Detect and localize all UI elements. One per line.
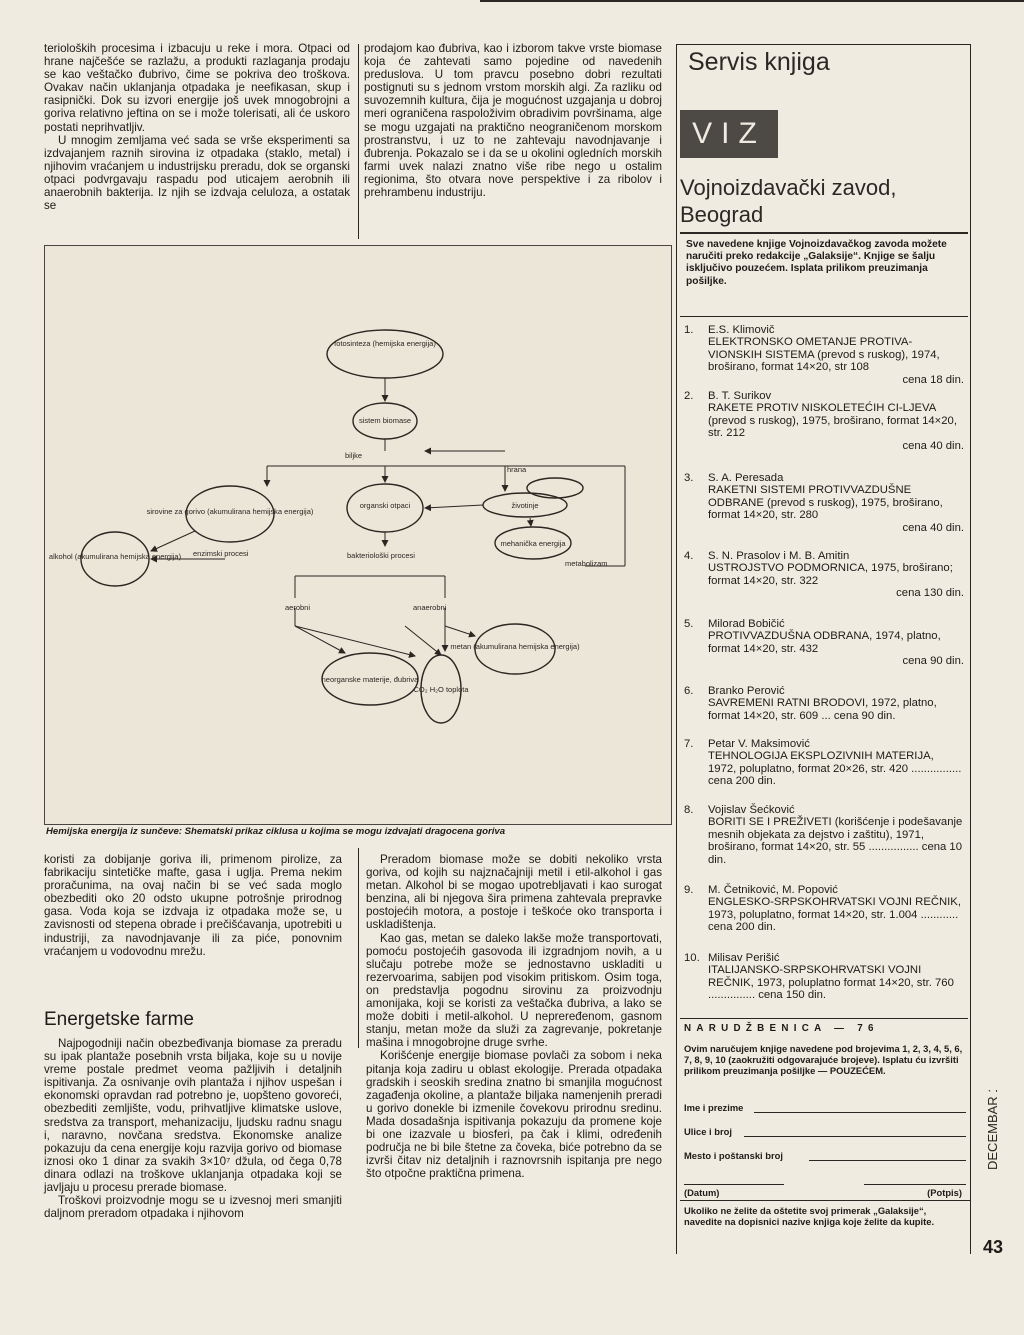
sidebar-divider [680, 316, 968, 317]
middle-top-column [364, 42, 662, 199]
paragraph: Korišćenje energije biomase povlači za sobom i neka pitanja koja zadiru u oblast ekologije. Prerada otpadaka gradskih i seoskih sredina znatno bi smanjila mogućnost zagađenja okoline, a plantaže biljaka namenjenih preradi u gorivo donekle bi izmenile čovekovu prirodnu sredinu. Mada dosadašnja ispitivanja pokazuju da promene koje bi one izazvale u biosferi, pa čak i klimi, određenih područja ne bi bile štetne za čoveka, biće potrebno da se izvrši čitav niz detaljnih i raznovrsnih ispitanja pre nego što otpočne praktična primena. [366, 1049, 662, 1181]
name-field[interactable]: Ime i prezime [684, 1102, 966, 1116]
book-item: 7. Petar V. Maksimović TEHNOLOGIJA EKSPLOZIVNIH MATERIJA, 1972, poluplatno, format 20×26, str. 420 ................ cena 200 din. [684, 738, 962, 788]
book-item: 2. B. T. Surikov RAKETE PROTIV NISKOLETEĆIH CI-LJEVA (prevod s ruskog), 1975, broširano, format 14×20, str. 212 cena 40 din. [684, 390, 964, 452]
book-item: 9. M. Četniković, M. Popović ENGLESKO-SRPSKOHRVATSKI VOJNI REČNIK, 1973, poluplatno, format 14×20, str. 1.004 ............ cena 200 din. [684, 884, 961, 934]
street-field[interactable]: Ulice i broj [684, 1126, 966, 1140]
label-metabolizam: metabolizam [565, 559, 608, 568]
column-rule-left [358, 44, 359, 239]
order-note: Sve navedene knjige Vojnoizdavačkog zavoda možete naručiti preko redakcije „Galaksije“. Knjige se šalju isključivo pouzećem. Isplata prilikom preuzimanja pošiljke. [686, 239, 947, 287]
label-neorganske: neorganske materije, đubriva [321, 675, 419, 684]
biomass-cycle-diagram [44, 245, 672, 825]
section-heading: Energetske farme [44, 1009, 194, 1030]
date-sign-labels: (Datum) (Potpis) [684, 1187, 962, 1198]
viz-logo: VIZ [680, 110, 778, 158]
issue-date-text: DECEMBAR 1976. [985, 1090, 1000, 1170]
column-rule-middle [358, 848, 359, 1048]
label-enzimski: enzimski procesi [193, 549, 249, 558]
page-number: 43 [983, 1237, 1004, 1257]
node-loop [527, 478, 583, 498]
order-form-title: NARUDŽBENICA — 76 [684, 1023, 879, 1034]
label-co2: CO₂ H₂O toplota [413, 685, 469, 694]
order-form-rule [680, 1018, 968, 1019]
issue-date-label [982, 1090, 1002, 1170]
book-item: 3. S. A. Peresada RAKETNI SISTEMI PROTIVVAZDUŠNE ODBRANE (prevod s ruskog), 1975, broširano, format 14×20, str. 280 cena 40 din. [684, 472, 964, 534]
book-item: 5. Milorad Bobičić PROTIVVAZDUŠNA ODBRANA, 1974, platno, format 14×20, str. 432 cena 90 din. [684, 618, 964, 668]
order-form-text: Ovim naručujem knjige navedene pod brojevima 1, 2, 3, 4, 5, 6, 7, 8, 9, 10 (zaokružiti odgovarajuće brojeve). Isplatu ću izvršiti prilikom preuzimanja pošiljke — POUZEĆEM. [684, 1043, 963, 1076]
sidebar-divider [680, 232, 968, 234]
sidebar-rule-right [970, 44, 971, 1254]
middle-bottom-column [366, 853, 662, 1180]
date-sign-line[interactable] [684, 1174, 966, 1188]
label-anaerobni: anaerobni [413, 603, 447, 612]
figure-caption: Hemijska energija iz sunčeve: Shematski prikaz ciklusa u kojima se mogu izdvajati dragocena goriva [46, 826, 506, 837]
book-item: 10. Milisav Perišić ITALIJANSKO-SRPSKOHRVATSKI VOJNI REČNIK, 1973, poluplatno format 14×20, str. 760 ............... cena 150 din. [684, 952, 954, 1002]
node-fotosinteza [327, 330, 443, 378]
left-top-column [44, 42, 350, 212]
paragraph: prodajom kao đubriva, kao i izborom takve vrste biomase koja će zahtevati samo pojedine od navedenih preduslova. U tom pravcu posebno dobri rezultati postignuti su s jednom vrstom morskih algi. Za razliku od suvozemnih kultura, čija je mogućnost uzgajanja u dobroj meri ograničena raspoloživim obradivim površinama, alge se mogu uzgajati na praktično neograničenom morskom prostranstvu, i uz to ne zahtevaju navodnjavanje i đubrenja. Pokazalo se i da se u okolini ogledních morskih farmi uvek nalazi znatno više ribe nego u ostalim regionima, što otvara nove perspektive i za ribolov i prehrambenu industriju. [364, 42, 662, 200]
label-metan: metan (akumulirana hemijska energija) [450, 642, 580, 651]
paragraph: koristi za dobijanje goriva ili, primenom pirolize, za fabrikaciju sintetičke mafte, gasa i uglja. Prema nekim proračunima, na ovaj način bi se već sada moglo obezbediti oko 20 odsto ukupne potrošnje prirodnog gasa. Voda koja se izdvaja iz otpadaka može se, u zavisnosti od stepena obrade i prečišćavanja, upotrebiti u industriji, za navodnjavanje ili za piće, ponovnim vraćanjem u vodovodnu mrežu. [44, 853, 342, 958]
paragraph: terioloških procesima i izbacuju u reke i mora. Otpaci od hrane najčešće se razlažu, a produkti razlaganja prodaju se kao veštačko đubrivo, čime se pokriva deo troškova. Ovakav način uklanjanja otpadaka je neefikasan, skup i rasipnički. Dok su izvori energije još uvek mnogobrojni a goriva relativno jeftina on se i može tolerisati, ali će uskoro postati neprihvatljiv. [44, 42, 350, 134]
book-item: 4. S. N. Prasolov i M. B. Amitin USTROJSTVO PODMORNICA, 1975, broširano; format 14×20, str. 322 cena 130 din. [684, 550, 964, 600]
sidebar-rule-top [676, 44, 970, 45]
paragraph: Kao gas, metan se daleko lakše može transportovati, pomoću postojećih gasovoda ili izgradnjom novih, a u slučaju potrebe može se jednostavno uskladiti u rezervoarima, sabijen pod visokim pritiskom. Osim toga, on predstavlja pogodnu sirovinu za proizvodnju amonijaka, koji se koristi za veštačka đubriva, a lako se može dobiti i metil-alkohol. U nepreređenom, gasnom stanju, metan može da služi za zagrevanje, pokretanje mašina i mnogobrojne druge svrhe. [366, 931, 662, 1050]
publisher-name: Vojnoizdavački zavod, Beograd [680, 175, 897, 227]
footer-note: Ukoliko ne želite da oštetite svoj primerak „Galaksije“, navedite na dopisnici nazive knjiga koje želite da kupite. [684, 1205, 935, 1227]
book-item: 6. Branko Perović SAVREMENI RATNI BRODOVI, 1972, platno, format 14×20, str. 609 ... cena 90 din. [684, 685, 937, 722]
sidebar-rule-left [676, 44, 677, 1254]
left-bottom-column-2 [44, 1037, 342, 1220]
label-zivotinje: životinje [511, 501, 539, 510]
label-hrana: hrana [507, 465, 527, 474]
paragraph: Najpogodniji način obezbeđivanja biomase za preradu su ipak plantaže posebnih vrsta biljaka, koje su u novije vreme postale predmet veoma pažljivih i detaljnih ispitivanja. Za osnivanje ovih plantaža i njihov uspešan i ekonomski opravdan rad potrebno je, uopšteno govoreći, obezbediti zemljište, vodu, prihvatljive klimatske uslove, sredstva za transport, mehanizaciju, ljudsku radnu snagu i, naravno, novčana sredstva. Ekonomske analize pokazuju da cena energije koju razvija gorivo od biomase iznosi oko 1 dinar za svakih 3×10⁷ džula, od čega 0,78 dinara odlazi na troškove uklanjanja otpadaka koji se javljaju u procesu prerade biomase. [44, 1037, 342, 1195]
paragraph: U mnogim zemljama već sada se vrše eksperimenti sa izdvajanjem raznih sirovina iz otpadaka (staklo, metal) i njihovim vraćanjem u industrijsku preradu, dok se organski otpaci podvrgavaju raspadu pod uticajem aerobnih ili anaerobnih bakterija. Iz njih se izdvaja celuloza, a ostatak se [44, 133, 350, 213]
label-organski: organski otpaci [359, 501, 411, 510]
label-aerobni: aerobni [285, 603, 311, 612]
label-bakterioloski: bakteriološki procesi [347, 551, 415, 560]
label-biljke: biljke [345, 451, 363, 460]
paragraph: Preradom biomase može se dobiti nekoliko vrsta goriva, od kojih su najznačajniji metil i etil-alkohol i gas metan. Alkohol bi se mogao upotrebljavati i kao surogat benzina, ali bi njegova šira primena zahtevala prepravke postojećih motora, a postoje i teškoće oko transporta i uskladištenja. [366, 853, 662, 932]
label-mehanicka: mehanička energija [500, 539, 566, 548]
label-sirovine: sirovine za gorivo (akumulirana hemijska energija) [146, 507, 314, 516]
label-alkohol: alkohol (akumulirana hemijska energija) [48, 552, 182, 561]
footer-rule [680, 1200, 970, 1201]
label-sistem: sistem biomase [358, 416, 412, 425]
sidebar-title: Servis knjiga [688, 48, 830, 76]
top-rule [480, 0, 1024, 2]
book-item: 1. E.S. Klimovič ELEKTRONSKO OMETANJE PROTIVA-VIONSKIH SISTEMA (prevod s ruskog), 1974, broširano, format 14×20, str 108 cena 18 din. [684, 324, 964, 386]
label-fotosinteza: fotosinteza (hemijska energija) [334, 339, 436, 348]
post-field[interactable]: Mesto i poštanski broj [684, 1150, 966, 1164]
left-bottom-column [44, 853, 342, 958]
paragraph: Troškovi proizvodnje mogu se u izvesnoj meri smanjiti daljnom preradom otpadaka i njihovom [44, 1194, 342, 1221]
book-item: 8. Vojislav Šećković BORITI SE I PREŽIVETI (korišćenje i podešavanje mesnih objekata za dejstvo i zaštitu), 1971, broširano, format 14×20, str. 55 ................ cena 10 din. [684, 804, 963, 866]
